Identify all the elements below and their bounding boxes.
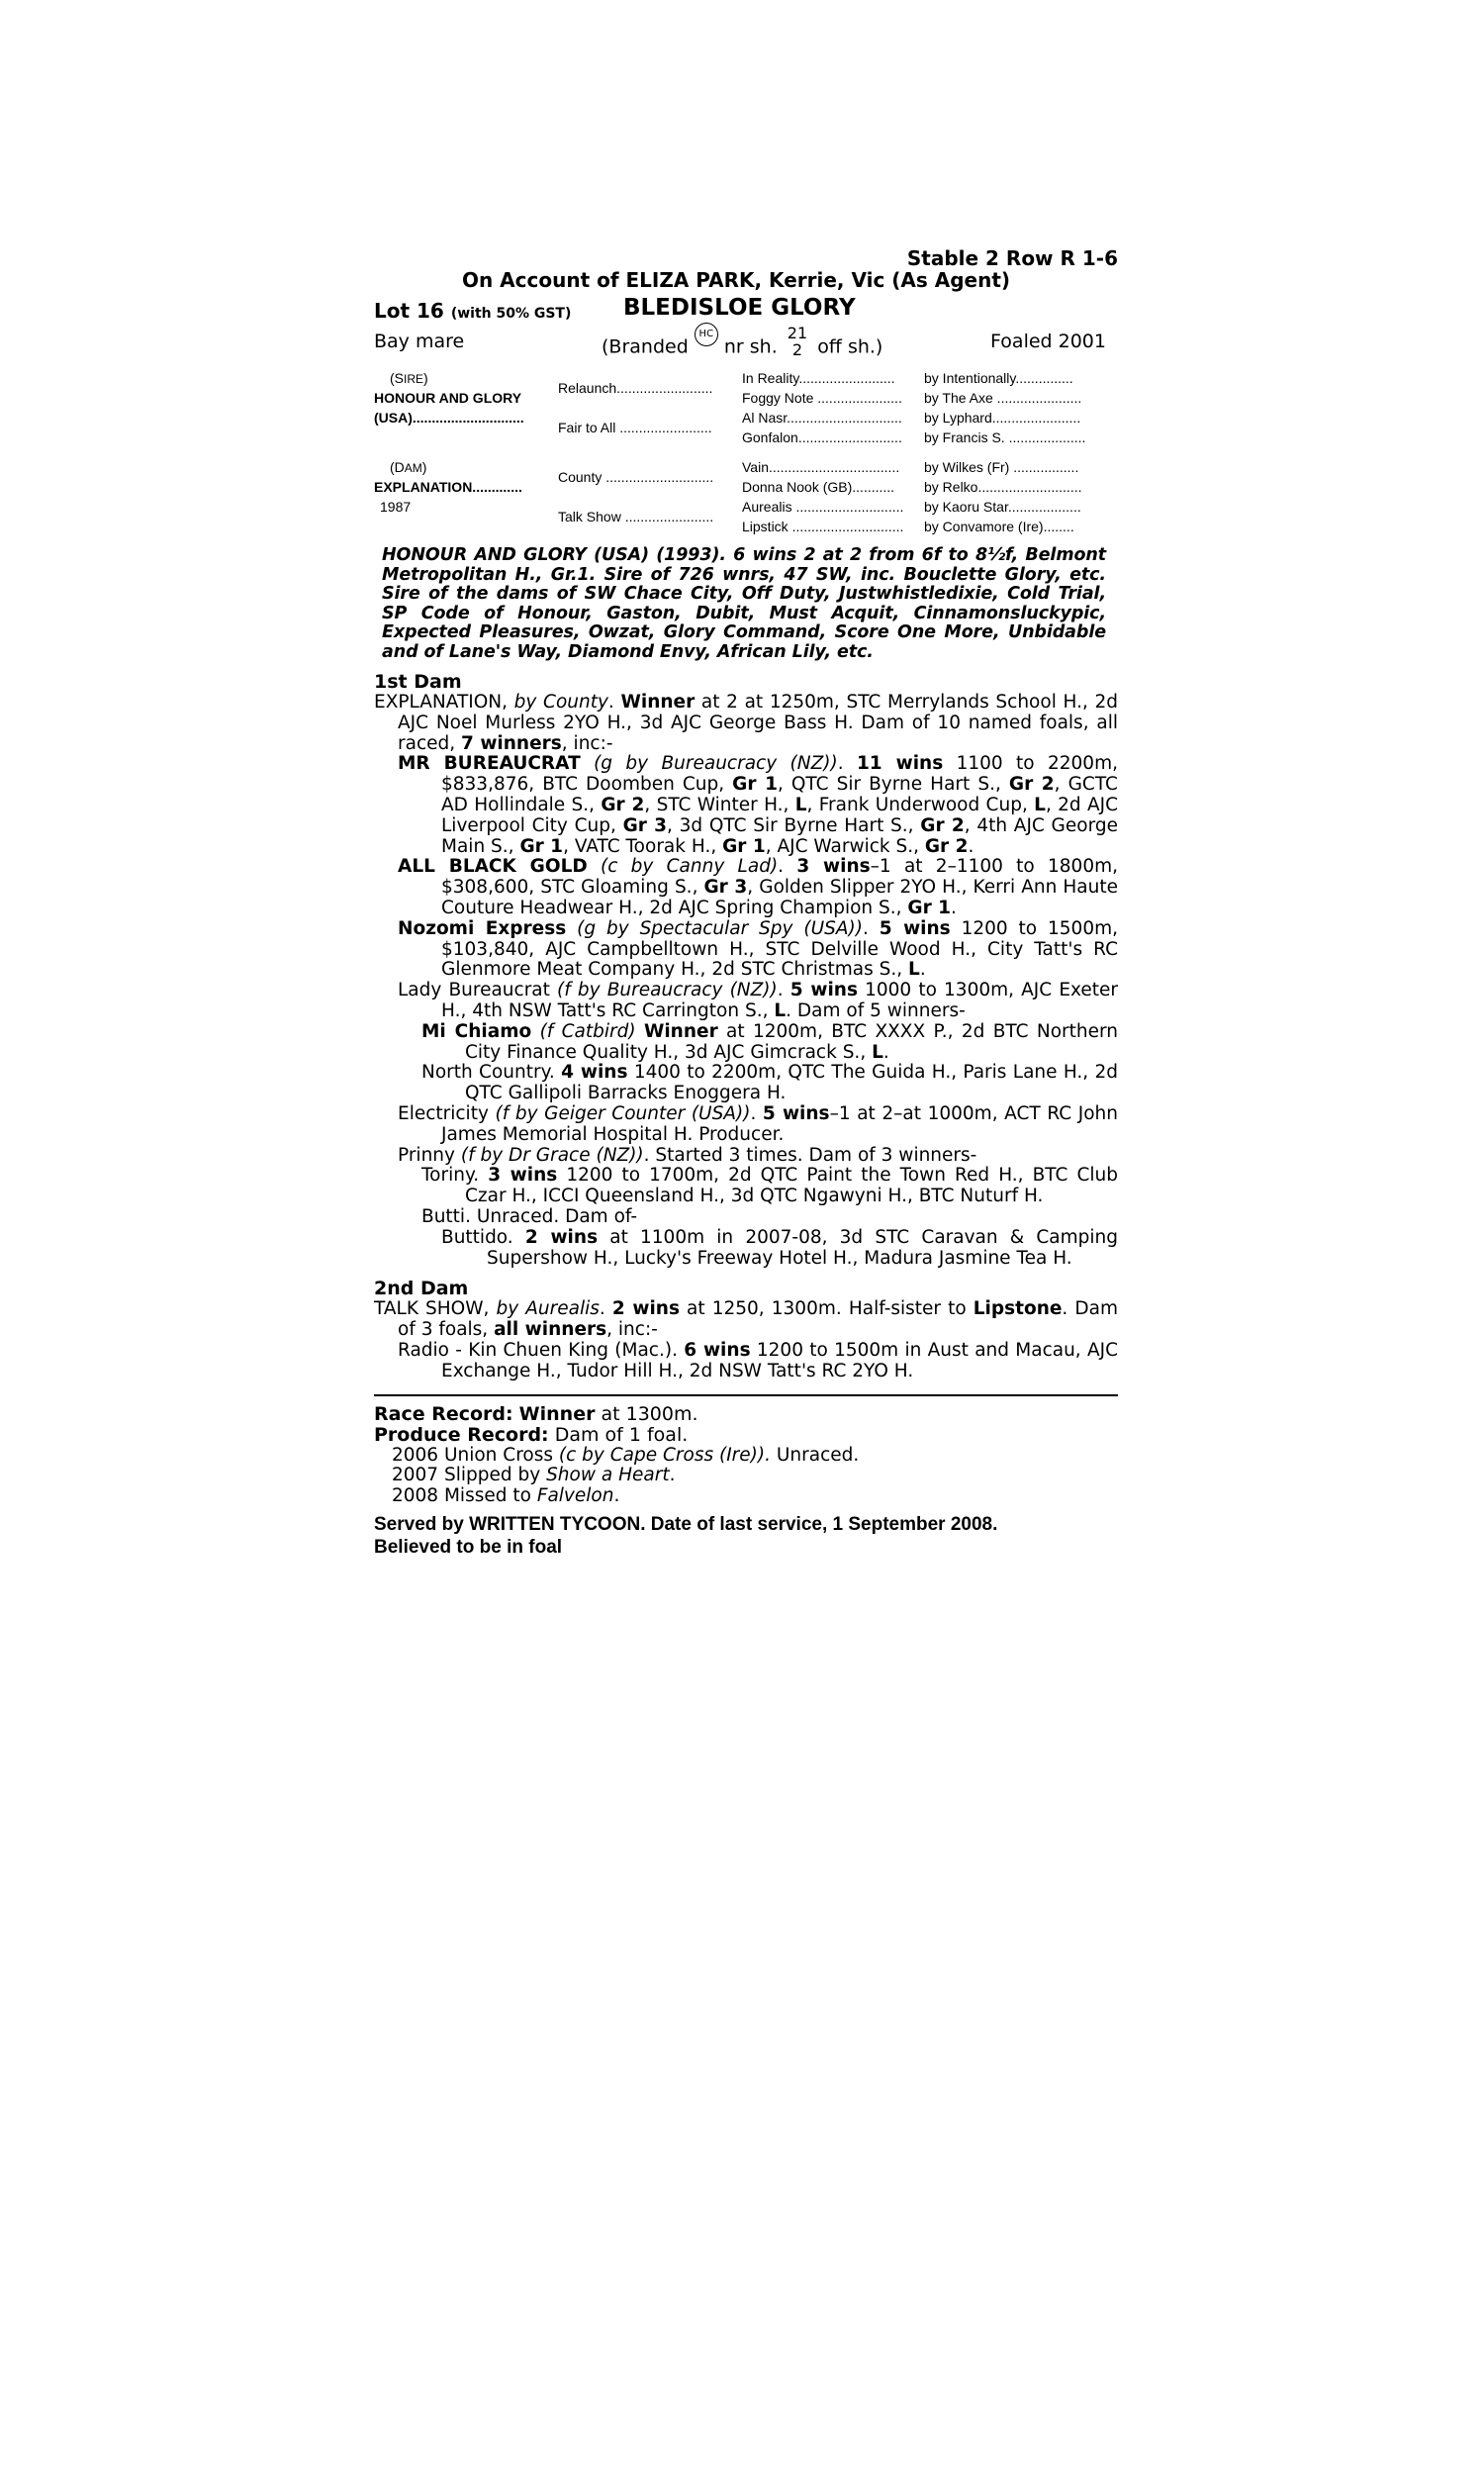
dam-name: EXPLANATION.............: [374, 479, 522, 495]
foaled-year: Foaled 2001: [990, 331, 1106, 352]
pedigree-cell: Vain..................................: [742, 459, 900, 475]
pedigree-cell: Aurealis ............................: [742, 499, 904, 515]
progeny-entry: Lady Bureaucrat (f by Bureaucracy (NZ)). 5 wins 1000 to 1300m, AJC Exeter H., 4th NSW Tatt's RC Carrington S., L. Dam of 5 winners-: [398, 980, 1119, 1021]
pedigree-cell: Donna Nook (GB)...........: [742, 479, 895, 495]
horse-name: BLEDISLOE GLORY: [623, 295, 856, 321]
progeny-entry: North Country. 4 wins 1400 to 2200m, QTC The Guida H., Paris Lane H., 2d QTC Gallipoli Barracks Enoggera H.: [421, 1062, 1118, 1104]
sire-name: HONOUR AND GLORY: [374, 390, 522, 406]
pedigree-cell: by Intentionally...............: [924, 370, 1073, 386]
produce-item: 2006 Union Cross (c by Cape Cross (Ire)). Unraced.: [392, 1444, 860, 1466]
pedigree-cell: County ............................: [558, 469, 714, 485]
pedigree-cell: Talk Show .......................: [558, 509, 714, 524]
produce-item: 2007 Slipped by Show a Heart.: [392, 1465, 676, 1486]
race-record: Race Record: Winner at 1300m.: [374, 1402, 698, 1425]
produce-item: 2008 Missed to Falvelon.: [392, 1485, 620, 1507]
pedigree-cell: Foggy Note ......................: [742, 390, 902, 406]
brand-fraction: 21 2: [787, 324, 808, 359]
pedigree-cell: Relaunch.........................: [558, 380, 713, 396]
stable-location: Stable 2 Row R 1-6: [906, 246, 1118, 270]
pedigree-cell: by Francis S. ....................: [924, 429, 1086, 445]
divider: [374, 1394, 1118, 1396]
pedigree-cell: by Wilkes (Fr) .................: [924, 459, 1079, 475]
produce-record: Produce Record: Dam of 1 foal.: [374, 1423, 689, 1446]
pedigree-cell: Fair to All ........................: [558, 420, 712, 435]
description-row: [374, 325, 1118, 362]
service-info: Served by WRITTEN TYCOON. Date of last service, 1 September 2008.: [374, 1513, 998, 1535]
pedigree-cell: Gonfalon...........................: [742, 429, 902, 445]
pedigree-cell: by The Axe ......................: [924, 390, 1082, 406]
colour-sex: Bay mare: [374, 331, 465, 352]
progeny-entry: ALL BLACK GOLD (c by Canny Lad). 3 wins–1 at 2–1100 to 1800m, $308,600, STC Gloaming S., Gr 3, Golden Slipper 2YO H., Kerri Ann Haute Couture Headwear H., 2d AJC Spring Champion S., Gr 1.: [398, 856, 1119, 918]
lot-row: [374, 295, 1118, 325]
brand-icon: HC: [695, 323, 718, 346]
pedigree-cell: Lipstick .............................: [742, 519, 904, 534]
second-dam-section: [374, 1299, 1118, 1381]
dam-year: 1987: [380, 499, 412, 515]
sire-country: (USA).............................: [374, 410, 524, 426]
progeny-entry: Electricity (f by Geiger Counter (USA)). 5 wins–1 at 2–at 1000m, ACT RC John James Memorial Hospital H. Producer.: [398, 1102, 1118, 1145]
pedigree-table: [374, 366, 1118, 536]
progeny-entry: Buttido. 2 wins at 1100m in 2007-08, 3d STC Caravan & Camping Supershow H., Lucky's Freeway Hotel H., Madura Jasmine Tea H.: [441, 1226, 1118, 1269]
catalogue-page: [374, 247, 1118, 1559]
sire-comment: HONOUR AND GLORY (USA) (1993). 6 wins 2 at 2 from 6f to 8½f, Belmont Metropolitan H., Gr.1. Sire of 726 wnrs, 47 SW, inc. Bouclette Glory, etc. Sire of the dams of SW Chace City, Off Duty, Justwhistledixie, Cold Trial, SP Code of Honour, Gaston, Dubit, Must Acquit, Cinnamonsluckypic, Expected Pleasures, Owzat, Glory Command, Score One More, Unbidable and of Lane's Way, Diamond Envy, African Lily, etc.: [382, 545, 1106, 662]
pedigree-cell: by Convamore (Ire)........: [924, 519, 1074, 534]
pedigree-cell: by Kaoru Star...................: [924, 499, 1081, 515]
lot-number: Lot 16 (with 50% GST): [374, 299, 572, 323]
vendor-account: On Account of ELIZA PARK, Kerrie, Vic (As Agent): [461, 268, 1011, 292]
pedigree-cell: by Relko...........................: [924, 479, 1082, 495]
pedigree-cell: by Lyphard.......................: [924, 410, 1081, 426]
foal-status: Believed to be in foal: [374, 1536, 563, 1558]
pedigree-cell: Al Nasr..............................: [742, 410, 902, 426]
dam-entry: EXPLANATION, by County. Winner at 2 at 1250m, STC Merrylands School H., 2d AJC Noel Murless 2YO H., 3d AJC George Bass H. Dam of 10 named foals, all raced, 7 winners, inc:-: [374, 692, 1119, 754]
progeny-entry: Toriny. 3 wins 1200 to 1700m, 2d QTC Paint the Town Red H., BTC Club Czar H., ICCI Queensland H., 3d QTC Ngawyni H., BTC Nuturf H.: [421, 1165, 1118, 1207]
progeny-entry: Radio - Kin Chuen King (Mac.). 6 wins 1200 to 1500m in Aust and Macau, AJC Exchange H., Tudor Hill H., 2d NSW Tatt's RC 2YO H.: [398, 1339, 1119, 1381]
dam-entry: TALK SHOW, by Aurealis. 2 wins at 1250, 1300m. Half-sister to Lipstone. Dam of 3 foals, all winners, inc:-: [374, 1298, 1118, 1341]
progeny-entry: Mi Chiamo (f Catbird) Winner at 1200m, BTC XXXX P., 2d BTC Northern City Finance Quality H., 3d AJC Gimcrack S., L.: [421, 1020, 1118, 1063]
progeny-entry: Butti. Unraced. Dam of-: [421, 1205, 638, 1227]
progeny-entry: MR BUREAUCRAT (g by Bureaucracy (NZ)). 11 wins 1100 to 2200m, $833,876, BTC Doomben Cup, Gr 1, QTC Sir Byrne Hart S., Gr 2, GCTC AD Hollindale S., Gr 2, STC Winter H., L, Frank Underwood Cup, L, 2d AJC Liverpool City Cup, Gr 3, 3d QTC Sir Byrne Hart S., Gr 2, 4th AJC George Main S., Gr 1, VATC Toorak H., Gr 1, AJC Warwick S., Gr 2.: [398, 753, 1118, 857]
brand-info: (Branded HC nr sh. 21 2 off sh.): [602, 324, 883, 359]
progeny-entry: Prinny (f by Dr Grace (NZ)). Started 3 times. Dam of 3 winners-: [398, 1144, 977, 1166]
first-dam-heading: 1st Dam: [374, 671, 462, 693]
progeny-entry: Nozomi Express (g by Spectacular Spy (USA)). 5 wins 1200 to 1500m, $103,840, AJC Campbelltown H., STC Delville Wood H., City Tatt's RC Glenmore Meat Company H., 2d STC Christmas S., L.: [398, 917, 1118, 981]
dam-label: (DAM): [390, 459, 427, 475]
second-dam-heading: 2nd Dam: [374, 1278, 469, 1300]
sire-label: (SIRE): [390, 370, 428, 386]
pedigree-cell: In Reality.........................: [742, 370, 895, 386]
first-dam-section: [374, 693, 1118, 1269]
